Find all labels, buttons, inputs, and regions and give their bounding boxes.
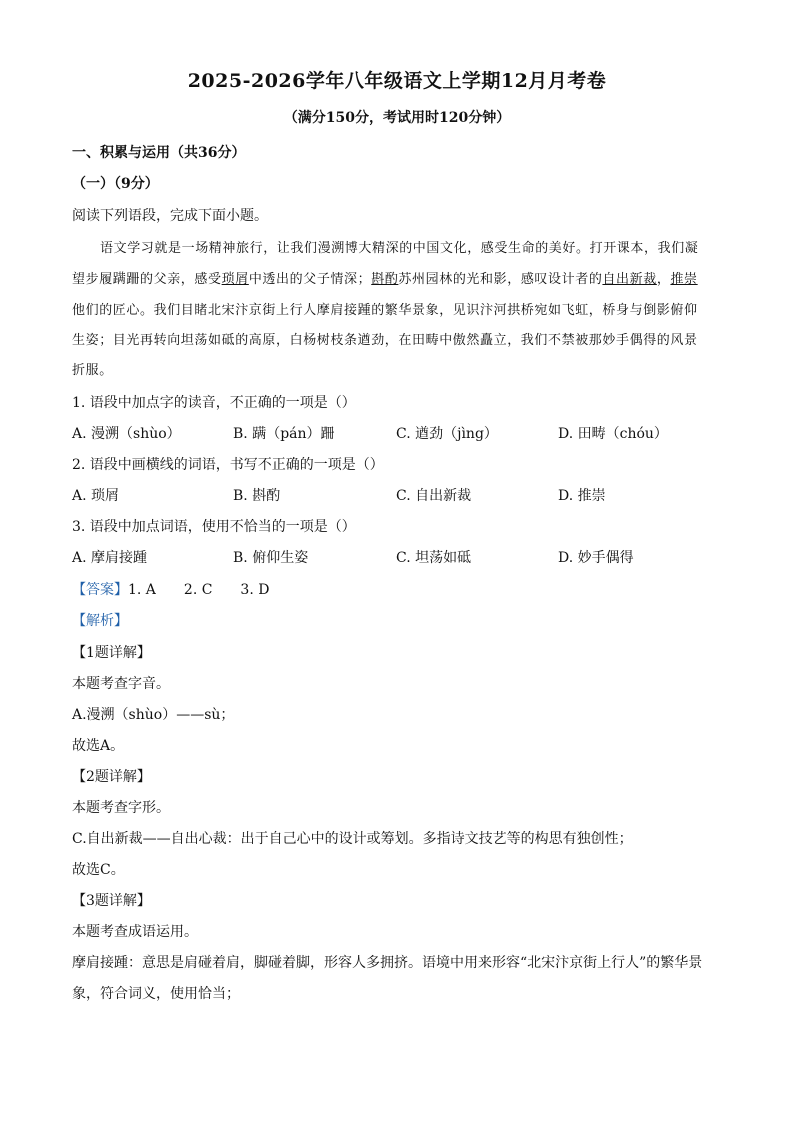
answer-line [72, 579, 269, 599]
underlined-word: 琐屑 [221, 272, 249, 287]
question-1-option-b: B. 蹒（pán）跚 [233, 426, 335, 442]
passage-line-3: 他们的匠心。我们目睹北宋汴京街上行人摩肩接踵的繁华景象，见识汴河拱桥宛如飞虹，桥身与倒影俯仰 [72, 303, 698, 318]
detail-1-line-2: A.漫溯（shùo）——sù； [72, 707, 235, 723]
question-3-option-b: B. 俯仰生姿 [233, 550, 309, 566]
underlined-word: 斟酌 [371, 272, 399, 287]
passage-segment: 中透出的父子情深； [248, 272, 372, 287]
detail-1-line-1: 本题考查字音。 [72, 676, 170, 692]
passage-segment: 望步履蹒跚的父亲，感受 [72, 272, 222, 287]
detail-3-tag: 【3题详解】 [72, 893, 151, 909]
question-2-stem: 2. 语段中画横线的词语，书写不正确的一项是（） [72, 457, 384, 473]
question-3-stem: 3. 语段中加点词语，使用不恰当的一项是（） [72, 519, 356, 535]
answer-tag: 【答案】 [72, 582, 128, 598]
passage-line-2 [72, 268, 722, 287]
question-1-option-d: D. 田畴（chóu） [558, 426, 668, 442]
instruction-text: 阅读下列语段，完成下面小题。 [72, 208, 268, 224]
page-title: 2025-2026学年八年级语文上学期12月月考卷 [187, 70, 607, 92]
passage-segment: ， [656, 272, 671, 287]
detail-1-line-3: 故选A。 [72, 738, 125, 754]
passage-segment: 苏州园林的光和影，感叹设计者的 [398, 272, 603, 287]
detail-2-tag: 【2题详解】 [72, 769, 151, 785]
question-2-option-b: B. 斟酌 [233, 488, 281, 504]
section-heading: 一、积累与运用（共36分） [72, 145, 246, 161]
passage-line-1: 语文学习就是一场精神旅行，让我们漫溯博大精深的中国文化，感受生命的美好。打开课本，我们凝 [100, 241, 699, 256]
passage-line-4: 生姿；目光再转向坦荡如砥的高原，白杨树枝条遒劲，在田畴中傲然矗立，我们不禁被那妙手偶得的风景 [72, 333, 698, 348]
underlined-word: 推崇 [670, 272, 698, 287]
detail-2-line-1: 本题考查字形。 [72, 800, 170, 816]
detail-2-line-3: 故选C。 [72, 862, 125, 878]
underlined-word: 自出新裁 [602, 272, 657, 287]
analysis-tag: 【解析】 [72, 613, 128, 629]
question-2-option-c: C. 自出新裁 [396, 488, 472, 504]
detail-3-line-2: 摩肩接踵：意思是肩碰着肩，脚碰着脚，形容人多拥挤。语境中用来形容“北宋汴京街上行人”的繁华景 [72, 955, 703, 971]
question-3-option-d: D. 妙手偶得 [558, 550, 634, 566]
passage-line-5: 折服。 [72, 363, 113, 378]
question-1-option-a: A. 漫溯（shùo） [72, 426, 181, 442]
detail-3-line-1: 本题考查成语运用。 [72, 924, 198, 940]
detail-3-line-3: 象，符合词义，使用恰当； [72, 986, 240, 1002]
page-subtitle: （满分150分，考试用时120分钟） [283, 110, 511, 126]
question-2-option-a: A. 琐屑 [72, 488, 120, 504]
detail-2-line-2: C.自出新裁——自出心裁：出于自己心中的设计或筹划。多指诗文技艺等的构思有独创性； [72, 831, 633, 847]
question-1-stem: 1. 语段中加点字的读音，不正确的一项是（） [72, 395, 356, 411]
part-heading: （一）（9分） [72, 176, 159, 192]
question-3-option-c: C. 坦荡如砥 [396, 550, 472, 566]
question-1-option-c: C. 遒劲（jìng） [396, 426, 498, 442]
answer-text: 1. A 2. C 3. D [128, 582, 270, 598]
detail-1-tag: 【1题详解】 [72, 645, 151, 661]
question-2-option-d: D. 推崇 [558, 488, 606, 504]
question-3-option-a: A. 摩肩接踵 [72, 550, 148, 566]
